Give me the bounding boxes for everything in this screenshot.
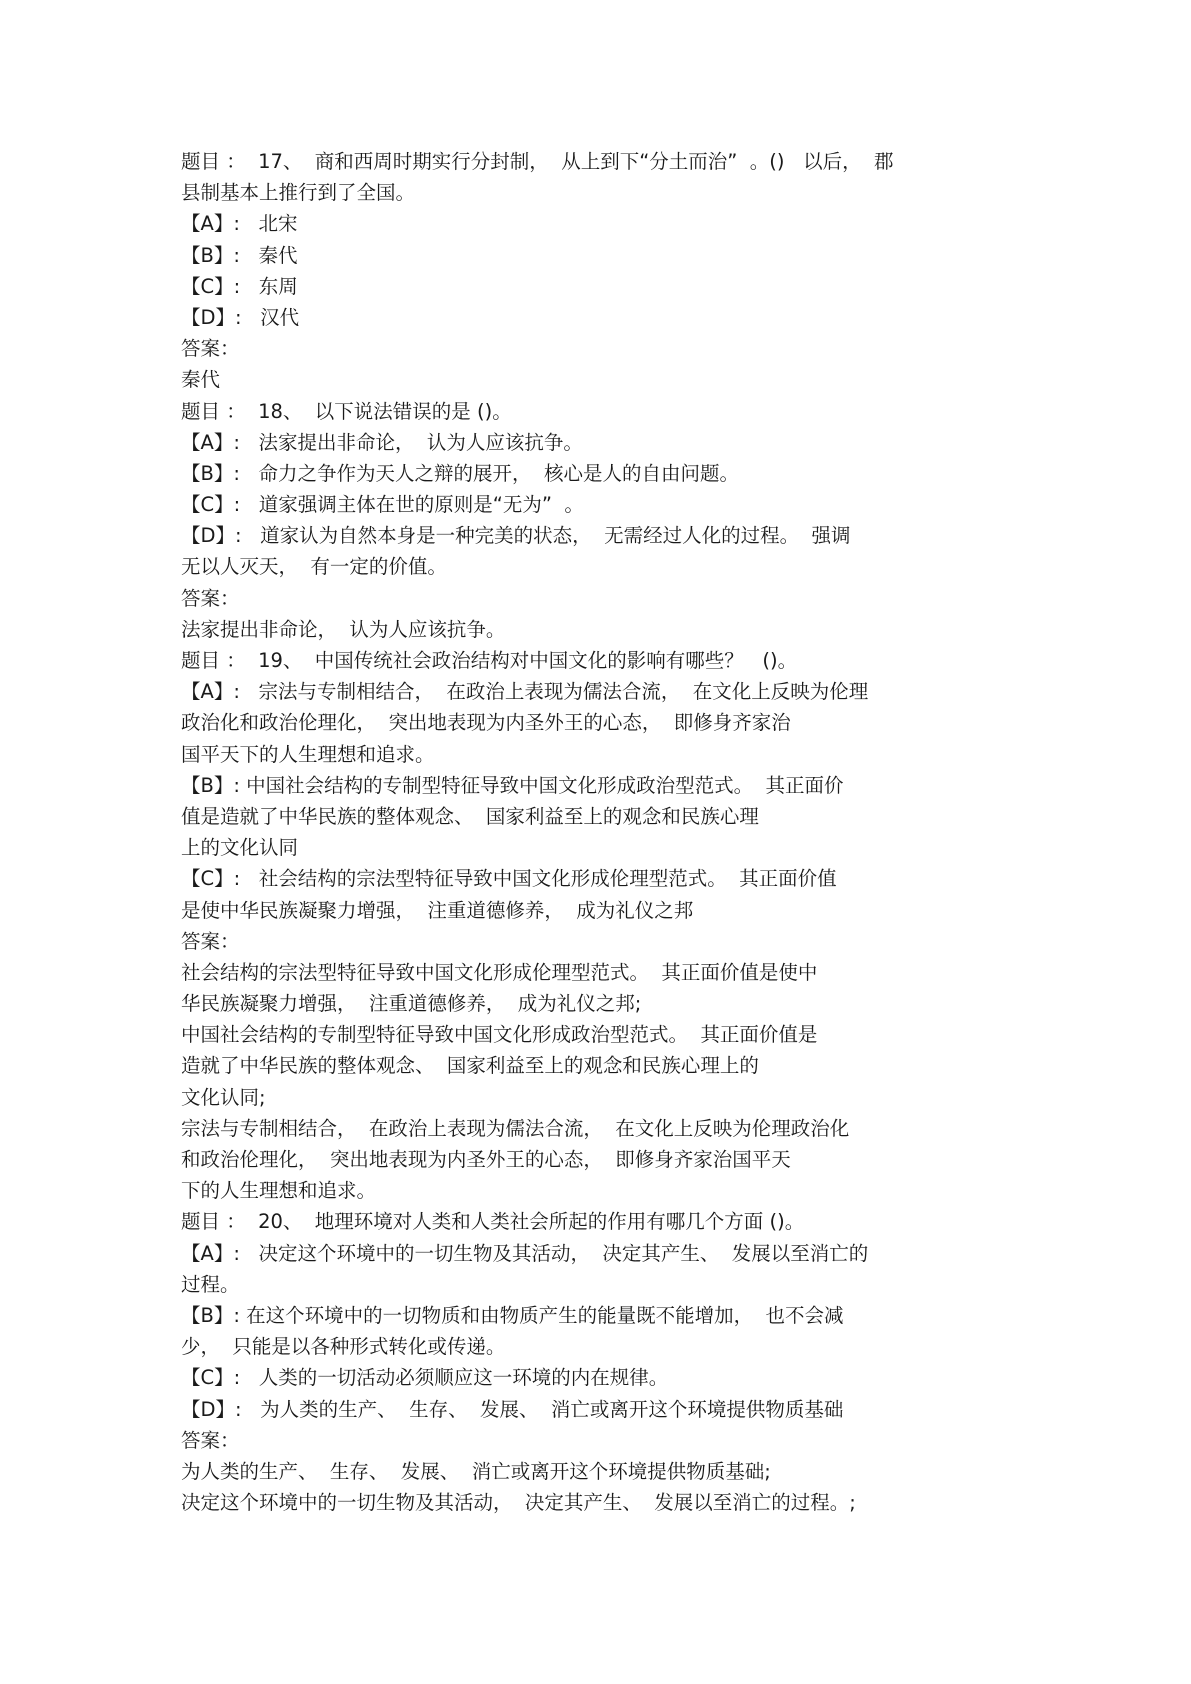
text-line: 【B】: 秦代 — [181, 243, 298, 267]
text-line: 【A】: 北宋 — [181, 212, 298, 236]
text-line: 是使中华民族凝聚力增强， 注重道德修养， 成为礼仪之邦 — [181, 898, 694, 922]
text-line: 【D】: 汉代 — [181, 305, 300, 329]
text-line: 为人类的生产、 生存、 发展、 消亡或离开这个环境提供物质基础; — [181, 1459, 771, 1483]
text-line: 中国社会结构的专制型特征导致中国文化形成政治型范式。 其正面价值是 — [181, 1023, 818, 1047]
text-line: 国平天下的人生理想和追求。 — [181, 742, 435, 766]
text-line: 社会结构的宗法型特征导致中国文化形成伦理型范式。 其正面价值是使中 — [181, 960, 818, 984]
text-line: 值是造就了中华民族的整体观念、 国家利益至上的观念和民族心理 — [181, 804, 759, 828]
text-line: 【C】: 社会结构的宗法型特征导致中国文化形成伦理型范式。 其正面价值 — [181, 867, 837, 891]
text-line: 少， 只能是以各种形式转化或传递。 — [181, 1335, 506, 1359]
text-line: 政治化和政治伦理化， 突出地表现为内圣外王的心态， 即修身齐家治 — [181, 711, 791, 735]
text-line: 法家提出非命论， 认为人应该抗争。 — [181, 617, 506, 641]
text-line: 题目 ： 17、 商和西周时期实行分封制， 从上到下“分土而治” 。() 以后， 郡 — [181, 150, 894, 173]
text-line: 下的人生理想和追求。 — [181, 1179, 377, 1203]
text-line: 【C】: 道家强调主体在世的原则是“无为” 。 — [181, 493, 584, 517]
text-line: 华民族凝聚力增强， 注重道德修养， 成为礼仪之邦; — [181, 992, 642, 1016]
text-line: 县制基本上推行到了全国。 — [181, 181, 416, 205]
text-line: 【C】: 人类的一切活动必须顺应这一环境的内在规律。 — [181, 1366, 669, 1390]
text-line: 造就了中华民族的整体观念、 国家利益至上的观念和民族心理上的 — [181, 1054, 759, 1078]
text-line: 答案： — [181, 337, 240, 361]
text-line: 题目 ： 18、 以下说法错误的是 ()。 — [181, 399, 512, 423]
text-line: 【D】: 为人类的生产、 生存、 发展、 消亡或离开这个环境提供物质基础 — [181, 1397, 844, 1421]
text-line: 秦代 — [181, 368, 221, 392]
text-line: 宗法与专制相结合， 在政治上表现为儒法合流， 在文化上反映为伦理政治化 — [181, 1116, 850, 1140]
text-line: 【D】: 道家认为自然本身是一种完美的状态， 无需经过人化的过程。 强调 — [181, 524, 851, 548]
text-line: 上的文化认同 — [181, 836, 299, 860]
text-line: 【B】: 命力之争作为天人之辩的展开， 核心是人的自由问题。 — [181, 461, 739, 485]
text-line: 答案： — [181, 586, 240, 610]
text-line: 决定这个环境中的一切生物及其活动， 决定其产生、 发展以至消亡的过程。; — [181, 1491, 856, 1515]
text-line: 答案： — [181, 1428, 240, 1452]
text-line: 【B】: 在这个环境中的一切物质和由物质产生的能量既不能增加， 也不会减 — [181, 1303, 844, 1327]
text-line: 题目 ： 19、 中国传统社会政治结构对中国文化的影响有哪些？ ()。 — [181, 649, 798, 672]
text-line: 【B】: 中国社会结构的专制型特征导致中国文化形成政治型范式。 其正面价 — [181, 773, 844, 797]
text-line: 【A】: 决定这个环境中的一切生物及其活动， 决定其产生、 发展以至消亡的 — [181, 1241, 869, 1265]
text-line: 文化认同; — [181, 1085, 266, 1109]
text-line: 答案： — [181, 929, 240, 953]
text-line: 【C】: 东周 — [181, 274, 298, 298]
text-line: 无以人灭天， 有一定的价值。 — [181, 555, 447, 579]
text-line: 【A】: 宗法与专制相结合， 在政治上表现为儒法合流， 在文化上反映为伦理 — [181, 680, 869, 704]
document-body — [181, 146, 1181, 1518]
text-line: 和政治伦理化， 突出地表现为内圣外王的心态， 即修身齐家治国平天 — [181, 1148, 791, 1171]
text-line: 【A】: 法家提出非命论， 认为人应该抗争。 — [181, 430, 583, 454]
text-line: 过程。 — [181, 1272, 240, 1296]
text-line: 题目 ： 20、 地理环境对人类和人类社会所起的作用有哪几个方面 ()。 — [181, 1210, 805, 1234]
